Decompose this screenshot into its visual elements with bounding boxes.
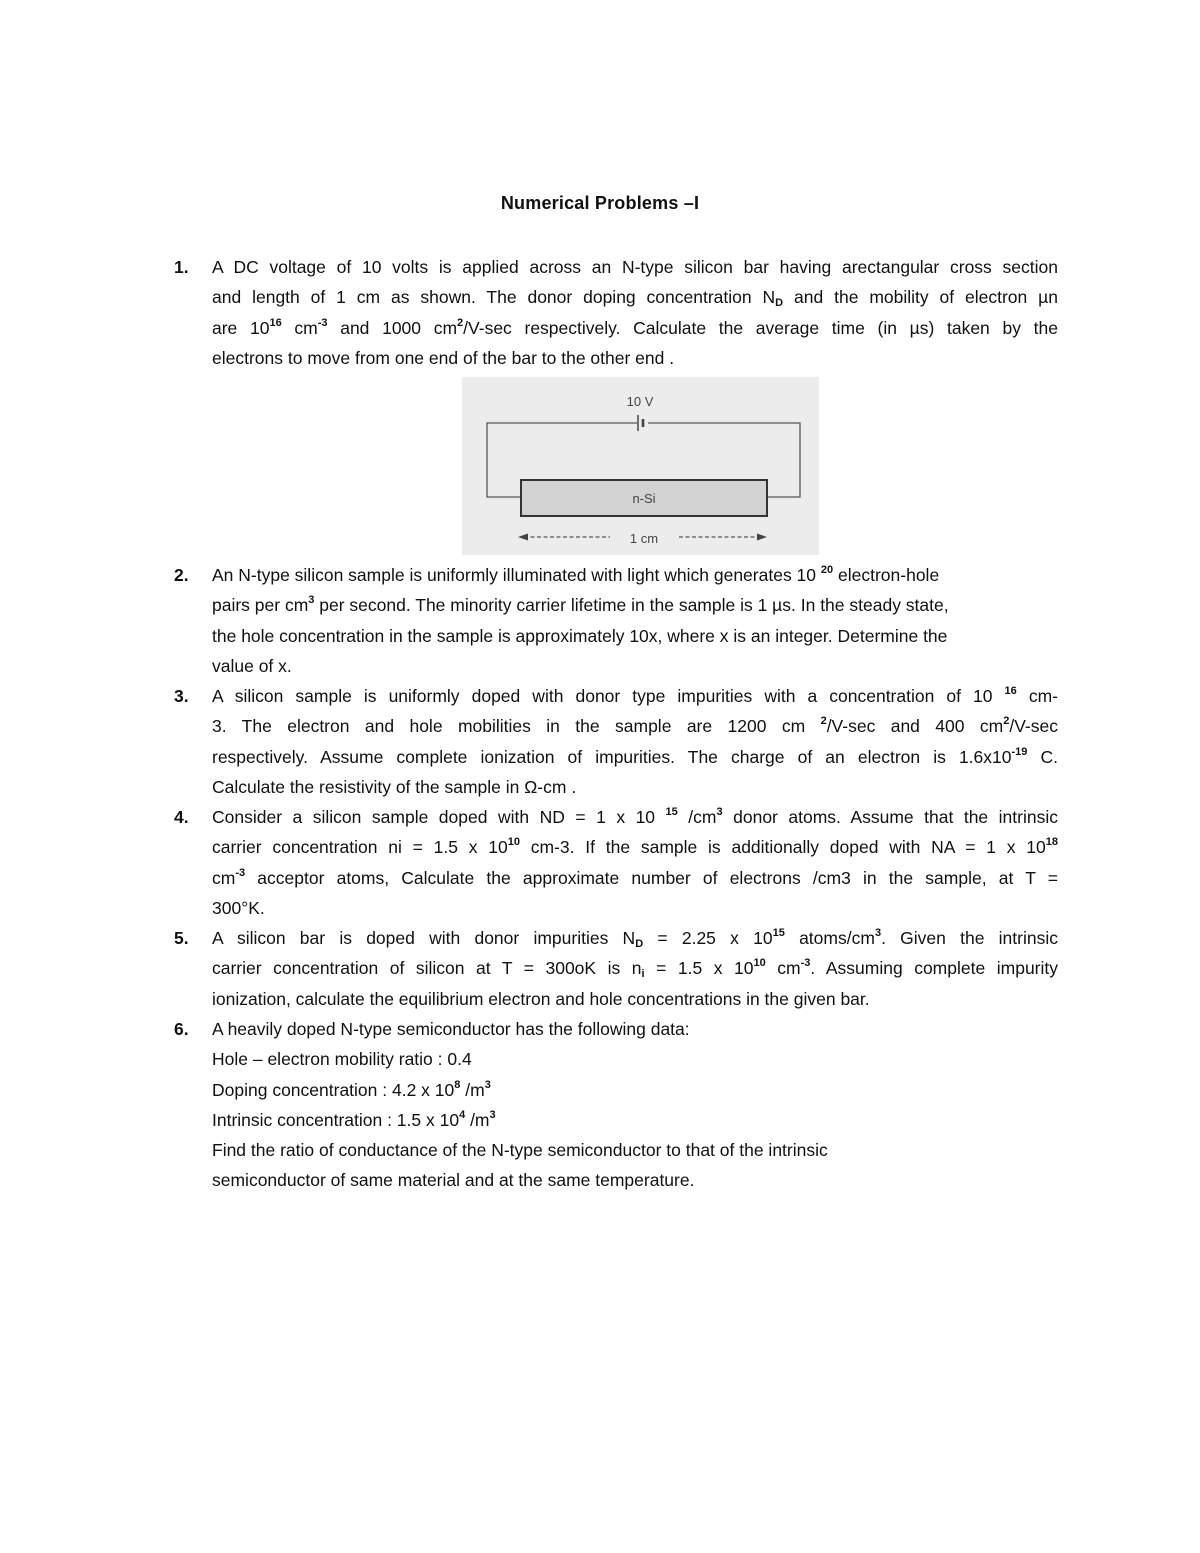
problem-text: A silicon sample is uniformly doped with donor type impurities with a concentration of 10 $^{16}$ cm- 3. The electron and hole mobilities in the sample are 1200 cm $^2$/V-sec and 400 $cm^2/V-\sec$ respectively. Assume complete ionization of impurities. The charge of an electron is $1.6x10^{-19}$ C. Calculate the resistivity of the sample in Ω-cm . [212,685,1058,797]
problem-number: 6. [174,1019,189,1039]
arrow-right-icon [757,534,767,541]
battery-icon [638,415,643,431]
problem-text: A silicon bar is doped with donor impurities $N_D = 2.25$ x $10^{15}$ atoms/$cm^3$. Given the intrinsic carrier concentration of silicon at T = 300oK is $n_i = 1.5$ x $10^{10}$ $cm^{-3}$. Assuming complete impurity ionization, calculate the equilibrium electron and hole concentrations in the given bar. [212,927,1059,1009]
problem-number: 3. [174,686,189,706]
problem-text: A DC voltage of 10 volts is applied across an N-type silicon bar having arectangular cross section and length of 1 cm as shown. The donor doping concentration $N_D$ and the mobility of electron µn are $10^{16}$ $cm^{-3}$ and 1000 $cm^2/V-\sec$ respectively. Calculate the average time (in µs) taken by the electrons to move from one end of the bar to the other end . [212,257,1058,368]
length-label: 1 cm [629,531,659,546]
bar-label: n-Si [632,491,656,506]
problem-number: 2. [174,565,189,585]
problem-number: 1. [174,257,189,277]
length-dimension [518,531,767,546]
problem-number: 4. [174,807,189,827]
problem-text: Consider a silicon sample doped with ND = 1 x 10 $^{15}$ $/cm^3$ donor atoms. Assume that the intrinsic carrier concentration ni = 1.5 x $10^{10}$ cm-3. If the sample is additionally doped with NA = 1 x $10^{18}$ $cm^{-3}$ acceptor atoms, Calculate the approximate number of electrons /cm3 in the sample, at T = 300°K. [212,806,1058,918]
circuit-diagram [462,377,819,555]
circuit-svg [462,377,819,555]
voltage-label: 10 V [626,394,654,409]
problem-text: An N-type silicon sample is uniformly illuminated with light which generates 10 $^{20}$ electron-hole pairs per $cm^3$ per second. The minority carrier lifetime in the sample is 1 µs. In the steady state, the hole concentration in the sample is approximately 10x, where x is an integer. Determine the value of x. [212,564,949,676]
problem-number: 5. [174,928,189,948]
arrow-left-icon [518,534,528,541]
page-title: Numerical Problems –I [500,193,700,213]
problem-text: A heavily doped N-type semiconductor has the following data: Hole – electron mobility ratio : 0.4 Doping concentration : 4.2 x $10^8$ $/m^3$ Intrinsic concentration : 1.5 x $10^4$ $/m^3$ Find the ratio of conductance of the N-type semiconductor to that of the intrinsic semiconductor of same material and at the same temperature. [212,1019,828,1191]
